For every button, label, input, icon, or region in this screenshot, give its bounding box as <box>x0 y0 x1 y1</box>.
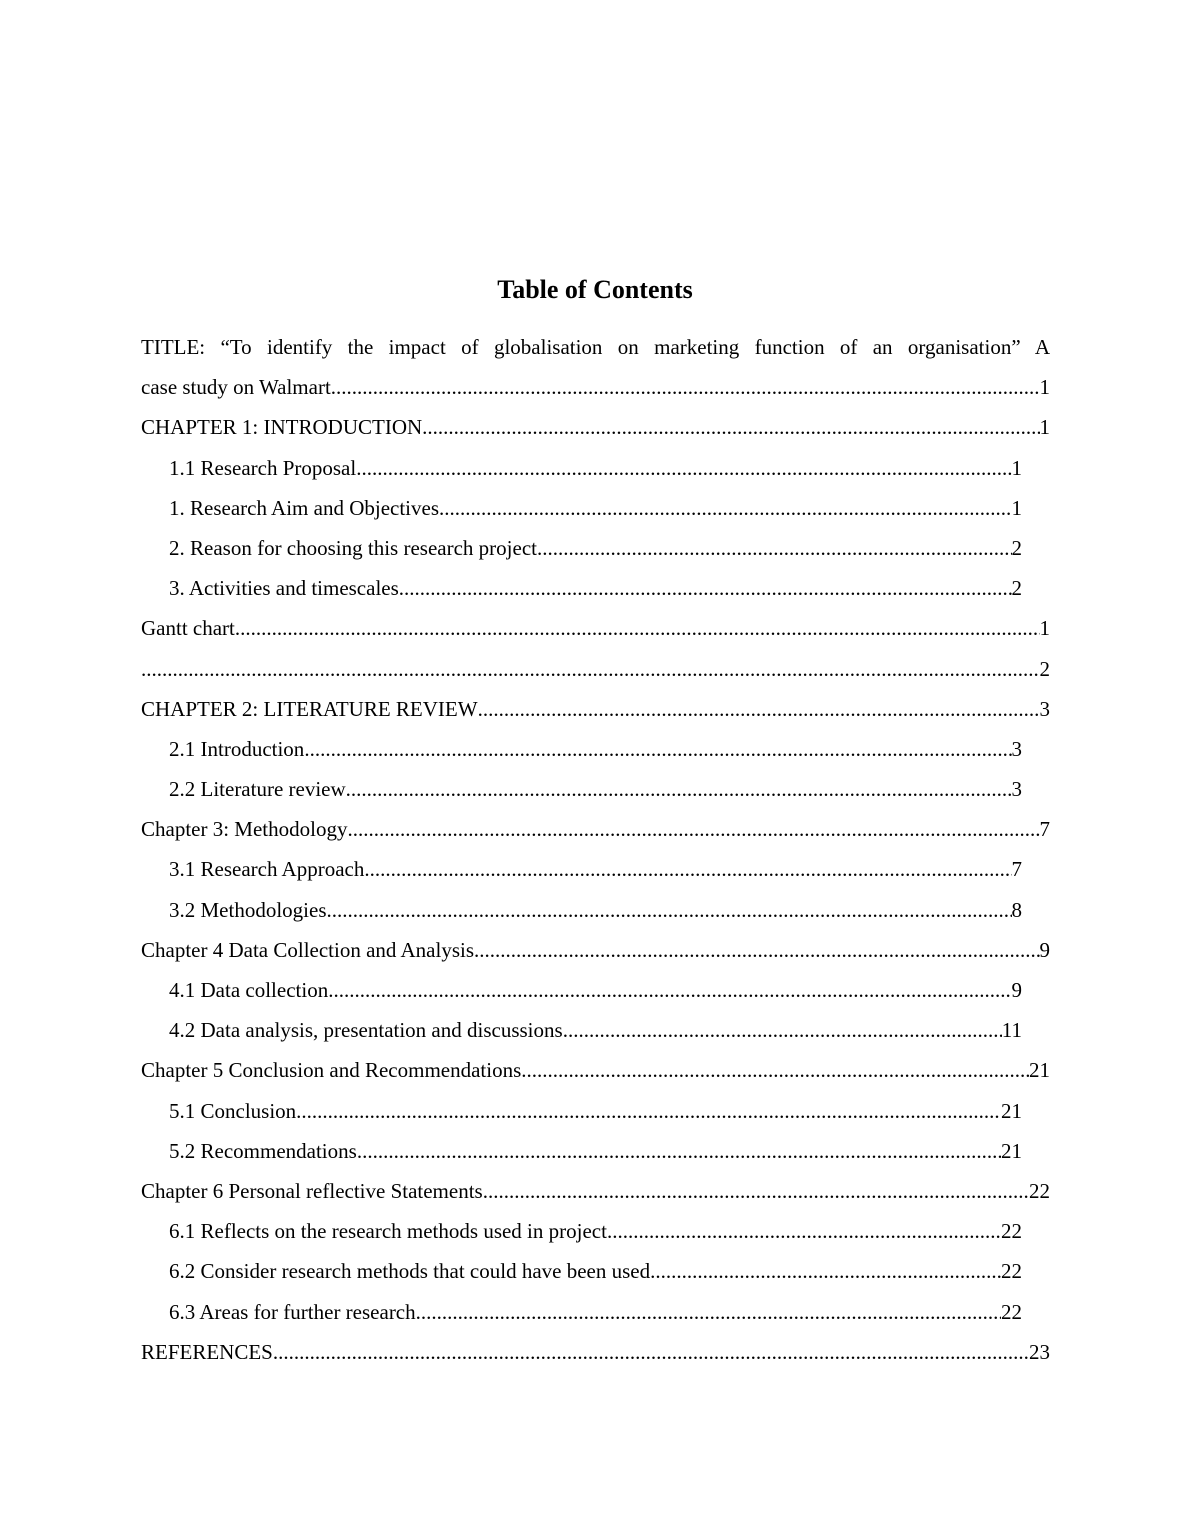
toc-entry-page: 7 <box>1011 857 1022 882</box>
toc-entry[interactable] <box>169 488 1022 528</box>
table-of-contents <box>141 327 1050 1372</box>
dot-leader <box>296 1091 1001 1131</box>
toc-entry-label: Chapter 5 Conclusion and Recommendations <box>141 1058 522 1083</box>
toc-entry-page: 1 <box>1039 415 1050 440</box>
toc-entry-label: 5.2 Recommendations <box>169 1138 357 1163</box>
toc-entry-page: 2 <box>1011 535 1022 560</box>
toc-entry[interactable] <box>141 809 1050 849</box>
toc-entry-label: Chapter 3: Methodology <box>141 817 348 842</box>
dot-leader <box>439 488 1011 528</box>
toc-entry-page: 3 <box>1011 777 1022 802</box>
toc-entry[interactable] <box>169 769 1022 809</box>
dot-leader <box>304 729 1011 769</box>
dot-leader <box>328 970 1011 1010</box>
toc-entry[interactable] <box>169 1010 1022 1050</box>
toc-entry-label: 5.1 Conclusion <box>169 1098 297 1123</box>
toc-entries <box>141 407 1050 1372</box>
toc-entry-page: 9 <box>1011 978 1022 1002</box>
toc-entry-label: 3. Activities and timescales <box>169 576 399 601</box>
toc-entry[interactable] <box>169 729 1022 769</box>
toc-entry-label: CHAPTER 2: LITERATURE REVIEW <box>141 696 478 721</box>
toc-entry[interactable] <box>141 930 1050 970</box>
toc-entry-page: 21 <box>1001 1098 1022 1123</box>
toc-entry-page: 8 <box>1011 897 1022 922</box>
toc-entry-page: 21 <box>1001 1138 1022 1163</box>
toc-title-entry-line1[interactable]: TITLE: “To identify the impact of globalisation on marketing function of an organisation” A <box>141 335 1050 359</box>
toc-title-entry-line2[interactable] <box>141 367 1050 407</box>
toc-entry-page: 22 <box>1029 1178 1050 1203</box>
dot-leader <box>483 1171 1029 1211</box>
toc-entry-label: 3.2 Methodologies <box>169 897 327 922</box>
toc-entry-page: 1 <box>1011 455 1022 480</box>
toc-entry[interactable] <box>169 1292 1022 1332</box>
toc-entry-page: 9 <box>1039 937 1050 962</box>
dot-leader <box>399 568 1012 608</box>
toc-entry[interactable] <box>169 970 1022 1010</box>
toc-entry[interactable] <box>141 689 1050 729</box>
dot-leader <box>357 1131 1001 1171</box>
toc-entry[interactable] <box>169 528 1022 568</box>
toc-entry[interactable] <box>169 1211 1022 1251</box>
toc-entry-label: 6.1 Reflects on the research methods used in project <box>169 1219 607 1244</box>
toc-entry-label: 4.2 Data analysis, presentation and discussions <box>169 1018 563 1043</box>
toc-entry-label: 6.3 Areas for further research <box>169 1299 416 1324</box>
toc-entry-label: 2.2 Literature review <box>169 777 346 802</box>
dot-leader <box>416 1292 1001 1332</box>
dot-leader <box>141 649 1040 689</box>
dot-leader <box>364 849 1011 889</box>
dot-leader <box>563 1010 1002 1050</box>
toc-entry-label: 1. Research Aim and Objectives <box>169 495 440 520</box>
toc-entry-label: Gantt chart <box>141 616 235 641</box>
toc-entry-page: 1 <box>1039 616 1050 641</box>
toc-entry-label: 3.1 Research Approach <box>169 857 365 882</box>
toc-entry[interactable] <box>141 1050 1050 1090</box>
toc-entry[interactable] <box>141 1332 1050 1372</box>
toc-entry-page: 2 <box>1039 656 1050 681</box>
toc-entry-page: 22 <box>1001 1299 1022 1324</box>
toc-entry-label: Chapter 6 Personal reflective Statements <box>141 1178 483 1203</box>
dot-leader <box>422 407 1039 447</box>
dot-leader <box>650 1251 1001 1291</box>
toc-entry-label: 4.1 Data collection <box>169 978 329 1002</box>
toc-entry[interactable] <box>141 407 1050 447</box>
dot-leader <box>346 769 1012 809</box>
dot-leader <box>327 890 1012 930</box>
toc-entry-label: 2. Reason for choosing this research project <box>169 535 537 560</box>
toc-entry[interactable] <box>169 448 1022 488</box>
dot-leader <box>273 1332 1029 1372</box>
toc-entry-page: 23 <box>1029 1339 1050 1364</box>
toc-entry[interactable] <box>169 1131 1022 1171</box>
toc-entry-page: 3 <box>1039 696 1050 721</box>
toc-entry-page: 11 <box>1001 1018 1022 1043</box>
toc-entry-label: 2.1 Introduction <box>169 736 305 761</box>
dot-leader <box>474 930 1039 970</box>
toc-entry-label: 1.1 Research Proposal <box>169 455 357 480</box>
dot-leader <box>356 448 1011 488</box>
toc-entry[interactable] <box>169 1251 1022 1291</box>
page-title: Table of Contents <box>497 275 693 304</box>
toc-entry[interactable] <box>169 890 1022 930</box>
dot-leader <box>537 528 1012 568</box>
toc-entry-page: 22 <box>1001 1259 1022 1284</box>
toc-entry-label: CHAPTER 1: INTRODUCTION <box>141 415 423 440</box>
toc-entry-page: 1 <box>1039 375 1050 400</box>
toc-entry-label: Chapter 4 Data Collection and Analysis <box>141 937 475 962</box>
dot-leader <box>336 367 1039 407</box>
toc-entry[interactable] <box>169 849 1022 889</box>
toc-entry-page: 2 <box>1011 576 1022 601</box>
toc-entry-label: 6.2 Consider research methods that could have been used <box>169 1259 651 1284</box>
toc-entry-page: 3 <box>1011 736 1022 761</box>
toc-entry-label: case study on Walmart. <box>141 375 337 400</box>
dot-leader <box>521 1050 1029 1090</box>
toc-entry[interactable] <box>141 608 1050 648</box>
dot-leader <box>607 1211 1001 1251</box>
dot-leader <box>347 809 1039 849</box>
toc-entry[interactable] <box>169 568 1022 608</box>
toc-entry-page: 22 <box>1001 1219 1022 1244</box>
toc-entry[interactable] <box>169 1091 1022 1131</box>
toc-entry-page: 21 <box>1029 1058 1050 1083</box>
toc-entry-page: 1 <box>1011 495 1022 520</box>
dot-leader <box>235 608 1040 648</box>
toc-entry[interactable] <box>141 649 1050 689</box>
toc-entry-page: 7 <box>1039 817 1050 842</box>
toc-entry[interactable] <box>141 1171 1050 1211</box>
dot-leader <box>478 689 1040 729</box>
toc-entry-label: REFERENCES <box>141 1339 273 1364</box>
